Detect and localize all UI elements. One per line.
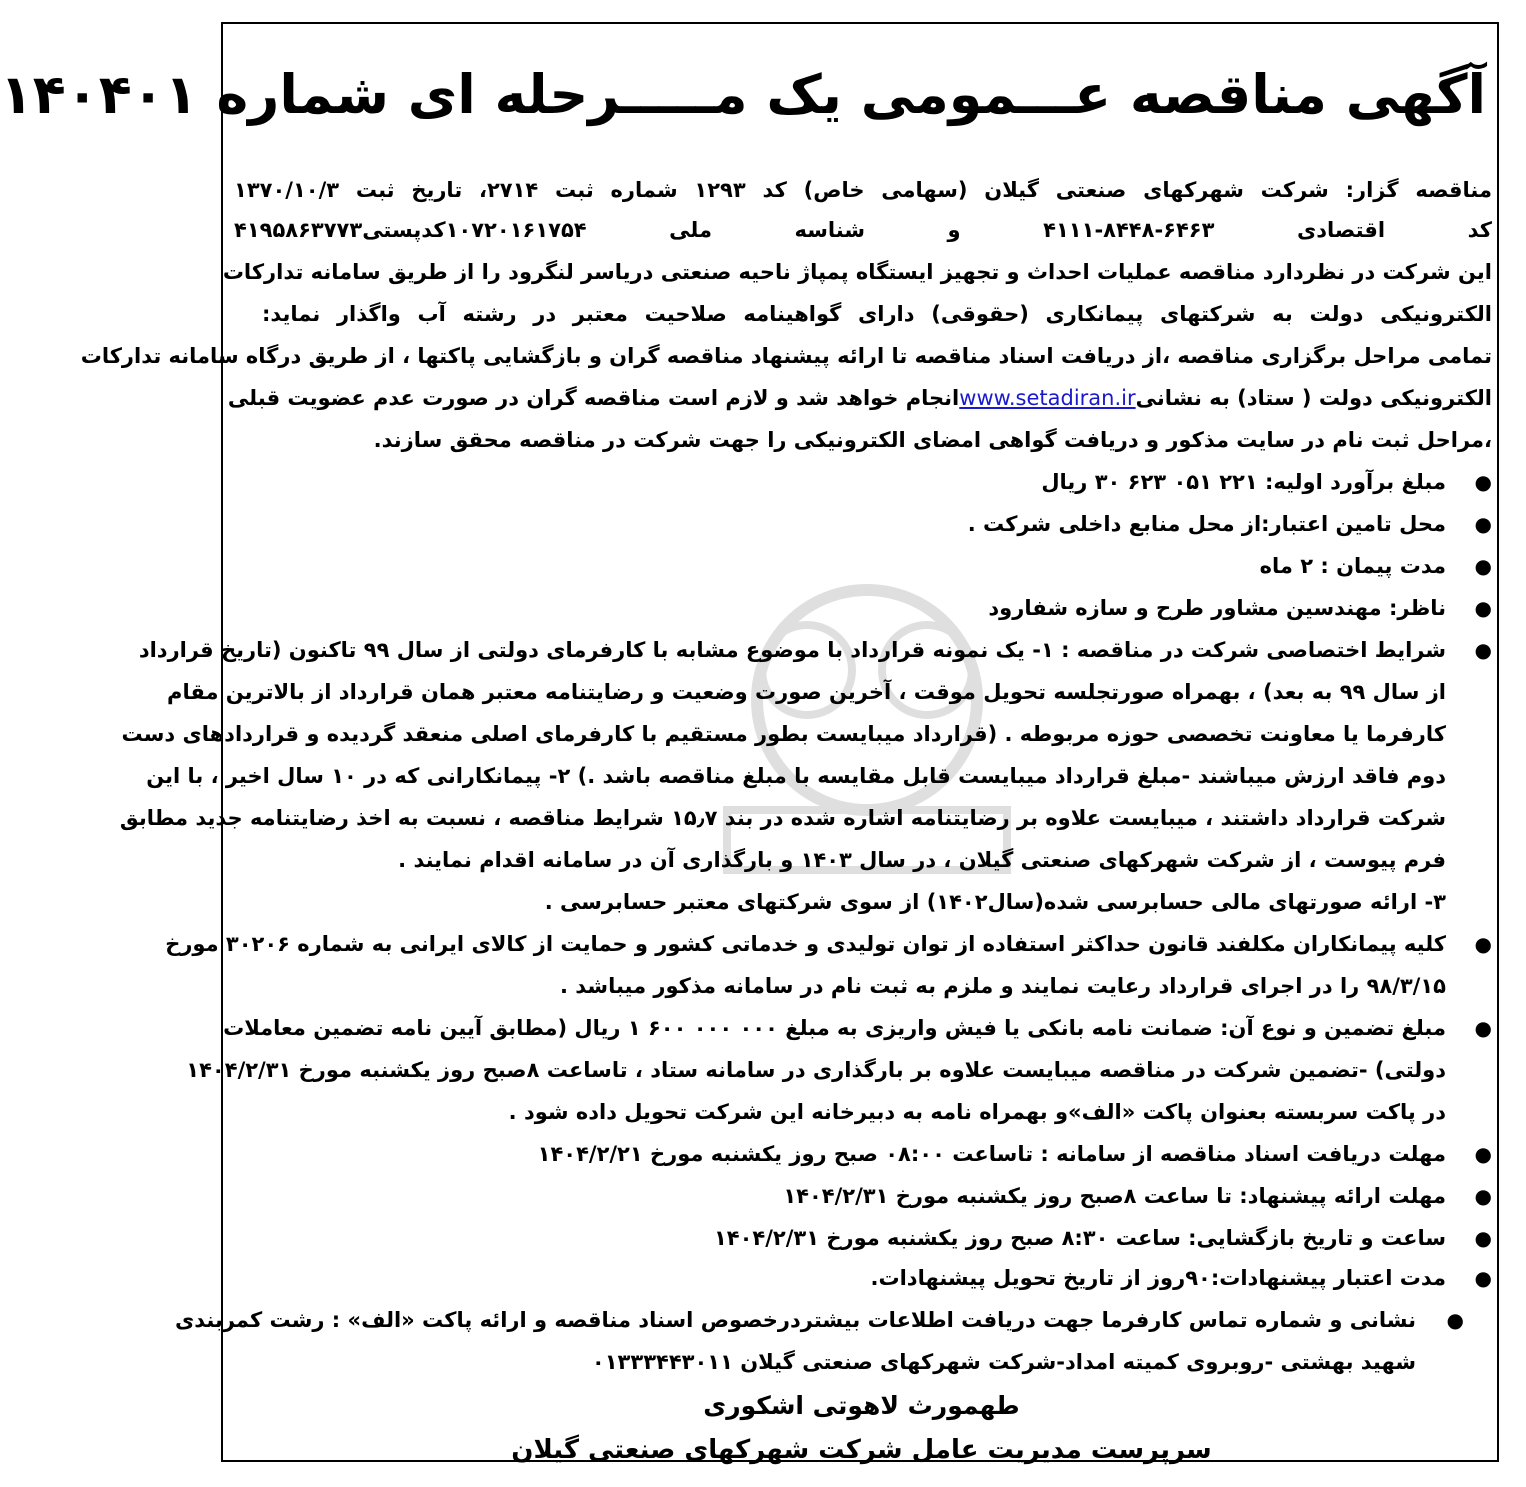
item-conditions-5: شرکت قرارداد داشتند ، میبایست علاوه بر رضایتنامه اشاره شده در بند ۱۵٫۷ شرایط مناقصه ، نسبت به اخذ رضایتنامه جدید مطابق	[119, 806, 1446, 830]
intro-line-5: تمامی مراحل برگزاری مناقصه ،از دریافت اسناد مناقصه تا ارائه پیشنهاد مناقصه گران و بازگشایی پاکتها ، از طریق درگاه سامانه تدارکات	[80, 344, 1492, 368]
intro-line-6	[227, 378, 1492, 418]
item-opening: ساعت و تاریخ بازگشایی: ساعت ۸:۳۰ صبح روز یکشنبه مورخ ۱۴۰۴/۲/۳۱	[713, 1226, 1446, 1250]
item-guarantee-2: دولتی) -تضمین شرکت در مناقصه میبایست علاوه بر بارگذاری در سامانه ستاد ، تاساعت ۸صبح روز یکشنبه مورخ ۱۴۰۴/۲/۳۱	[186, 1058, 1446, 1082]
bullet-dot: ●	[1446, 1308, 1464, 1332]
bullet-dot: ●	[1474, 932, 1492, 956]
item-funding: محل تامین اعتبار:از محل منابع داخلی شرکت .	[967, 512, 1446, 536]
bullet-dot: ●	[1474, 638, 1492, 662]
item-law-2: ۹۸/۳/۱۵ را در اجرای قرارداد رعایت نمایند و ملزم به ثبت نام در سامانه مذکور میباشد .	[560, 974, 1446, 998]
item-conditions-7: ۳- ارائه صورتهای مالی حسابرسی شده(سال۱۴۰۲) از سوی شرکتهای معتبر حسابرسی .	[544, 890, 1446, 914]
item-conditions-3: کارفرما یا معاونت تخصصی حوزه مربوطه . (قرارداد میبایست بطور مستقیم با کارفرمای اصلی منعقد گردیده و قراردادهای دست	[121, 722, 1446, 746]
bullet-dot: ●	[1474, 596, 1492, 620]
item-bid-deadline: مهلت ارائه پیشنهاد: تا ساعت ۸صبح روز یکشنبه مورخ ۱۴۰۴/۲/۳۱	[783, 1184, 1446, 1208]
item-conditions-6: فرم پیوست ، از شرکت شهرکهای صنعتی گیلان ، در سال ۱۴۰۳ و بارگذاری آن در سامانه اقدام نمایند .	[398, 848, 1446, 872]
item-contact-1: نشانی و شماره تماس کارفرما جهت دریافت اطلاعات بیشتردرخصوص اسناد مناقصه و ارائه پاکت «الف» : رشت کمربندی	[175, 1308, 1416, 1332]
bullet-dot: ●	[1474, 1266, 1492, 1290]
bullet-dot: ●	[1474, 470, 1492, 494]
website-link[interactable]: www.setadiran.ir	[959, 386, 1136, 410]
intro-line-1: مناقصه گزار: شرکت شهرکهای صنعتی گیلان (سهامی خاص) کد ۱۲۹۳ شماره ثبت ۲۷۱۴، تاریخ ثبت ۱۳۷۰/۱۰/۳	[234, 178, 1492, 202]
item-supervisor: ناظر: مهندسین مشاور طرح و سازه شفارود	[988, 596, 1446, 620]
item-estimate: مبلغ برآورد اولیه: ۲۲۱ ۰۵۱ ۶۲۳ ۳۰ ریال	[1041, 470, 1446, 494]
bullet-dot: ●	[1474, 1226, 1492, 1250]
item-validity: مدت اعتبار پیشنهادات:۹۰روز از تاریخ تحویل پیشنهادات.	[870, 1266, 1446, 1290]
item-conditions-1: شرایط اختصاصی شرکت در مناقصه : ۱- یک نمونه قرارداد با موضوع مشابه با کارفرمای دولتی از سال ۹۹ تاکنون (تاریخ قرارداد	[138, 638, 1446, 662]
bullet-dot: ●	[1474, 1142, 1492, 1166]
item-conditions-2: از سال ۹۹ به بعد) ، بهمراه صورتجلسه تحویل موقت ، آخرین صورت وضعیت و رضایتنامه معتبر همان قرارداد از بالاترین مقام	[167, 680, 1446, 704]
intro-line-4: الکترونیکی دولت به شرکتهای پیمانکاری (حقوقی) دارای گواهینامه صلاحیت معتبر در رشته آب واگذار نماید:	[262, 302, 1492, 326]
bullet-dot: ●	[1474, 1016, 1492, 1040]
intro-line-6-start: الکترونیکی دولت ( ستاد) به نشانی	[1135, 386, 1492, 410]
signature-name: طهمورث لاهوتی اشکوری	[703, 1391, 1020, 1420]
bullet-dot: ●	[1474, 512, 1492, 536]
item-guarantee-1: مبلغ تضمین و نوع آن: ضمانت نامه بانکی یا فیش واریزی به مبلغ ۰۰۰ ۰۰۰ ۶۰۰ ۱ ریال (مطابق آیین نامه تضمین معاملات	[223, 1016, 1446, 1040]
bullet-dot: ●	[1474, 554, 1492, 578]
intro-line-6-end: انجام خواهد شد و لازم است مناقصه گران در صورت عدم عضویت قبلی	[227, 386, 960, 410]
item-doc-deadline: مهلت دریافت اسناد مناقصه از سامانه : تاساعت ۰۸:۰۰ صبح روز یکشنبه مورخ ۱۴۰۴/۲/۲۱	[537, 1142, 1446, 1166]
item-law-1: کلیه پیمانکاران مکلفند قانون حداکثر استفاده از توان تولیدی و خدماتی کشور و حمایت از کالای ایرانی به شماره ۳۰۲۰۶ مورخ	[165, 932, 1446, 956]
intro-line-3: این شرکت در نظردارد مناقصه عملیات احداث و تجهیز ایستگاه پمپاژ ناحیه صنعتی دریاسر لنگرود را از طریق سامانه تدارکات	[222, 260, 1492, 284]
item-conditions-4: دوم فاقد ارزش میباشند -مبلغ قرارداد میبایست قابل مقایسه با مبلغ مناقصه باشد .) ۲- پیمانکارانی که در ۱۰ سال اخیر ، با این	[146, 764, 1446, 788]
notice-title: آگهی مناقصه عـــمومی یک مـــــرحله ای شماره ۱۴۰۴۰۱	[0, 63, 1486, 126]
intro-line-2: کد اقتصادی ۶۴۶۳-۸۴۴۸-۴۱۱۱ و شناسه ملی ۱۰۷۲۰۱۶۱۷۵۴کدپستی۴۱۹۵۸۶۳۷۷۳	[234, 218, 1492, 242]
item-duration: مدت پیمان : ۲ ماه	[1259, 554, 1446, 578]
item-contact-2: شهید بهشتی -روبروی کمیته امداد-شرکت شهرکهای صنعتی گیلان ۰۱۳۳۳۴۴۳۰۱۱	[591, 1350, 1416, 1374]
intro-line-7: ،مراحل ثبت نام در سایت مذکور و دریافت گواهی امضای الکترونیکی را جهت شرکت در مناقصه محقق سازند.	[373, 428, 1492, 452]
item-guarantee-3: در پاکت سربسته بعنوان پاکت «الف»و بهمراه نامه به دبیرخانه این شرکت تحویل داده شود .	[508, 1100, 1446, 1124]
bullet-dot: ●	[1474, 1184, 1492, 1208]
signature-title: سرپرست مدیریت عامل شرکت شهرکهای صنعتی گیلان	[511, 1435, 1212, 1465]
